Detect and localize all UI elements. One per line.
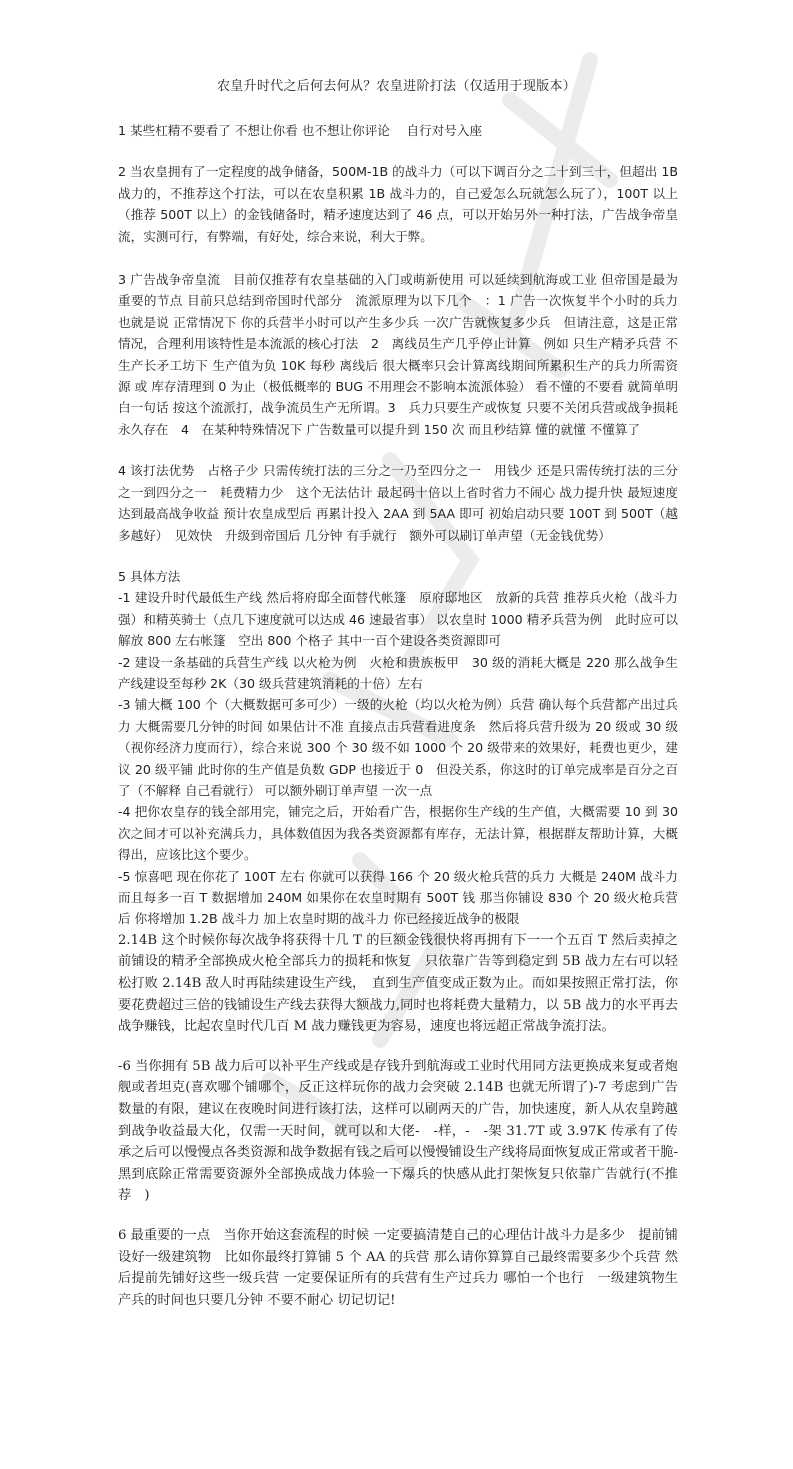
document-title: 农皇升时代之后何去何从？农皇进阶打法（仅适用于现版本） bbox=[216, 79, 577, 94]
step-5-continued: 2.14B 这个时候你每次战争将获得十几 T 的巨额金钱很快将再拥有下一一个五百 T 然后卖掉之前铺设的精矛全部换成火枪全部兵力的损耗和恢复 只依靠广告等到稳定到 5B 战力左右可以轻松打败 2.14B 敌人时再陆续建设生产线， 直到生产值变成正数为止。而如果按照正常打法，你要花费超过三倍的钱铺设生产线去获得大额战力,同时也将耗费大量精力，以 5B 战力的水平再去战争赚钱，比起农皇时代几百 M 战力赚钱更为容易，速度也将远超正常战争流打法。 bbox=[118, 932, 678, 1035]
step-4: -4 把你农皇存的钱全部用完，铺完之后，开始看广告，根据你生产线的生产值，大概需要 10 到 30 次之间才可以补充满兵力，具体数值因为我各类资源都有库存，无法计算，根据群友帮助计算，大概得出，应该比这个要少。 bbox=[118, 804, 678, 863]
step-2: -2 建设一条基础的兵营生产线 以火枪为例 火枪和贵族板甲 30 级的消耗大概是 220 那么战争生产线建设至每秒 2K（30 级兵营建筑消耗的十倍）左右 bbox=[118, 654, 678, 691]
section-4: 4 该打法优势 占格子少 只需传统打法的三分之一乃至四分之一 用钱少 还是只需传统打法的三分之一到四分之一 耗费精力少 这个无法估计 最起码十倍以上省时省力不闹心 战力提升快 最短速度达到最高战争收益 预计农皇成型后 再累计投入 2AA 到 5AA 即可 初始启动只要 100T 到 500T（越多越好） 见效快 升级到帝国后 几分钟 有手就行 额外可以刷订单声望（无金钱优势） bbox=[118, 463, 678, 543]
section-5-heading: 5 具体方法 bbox=[118, 568, 181, 584]
section-2: 2 当农皇拥有了一定程度的战争储备，500M-1B 的战斗力（可以下调百分之二十到三十，但超出 1B 战力的，不推荐这个打法，可以在农皇积累 1B 战斗力的，自己爱怎么玩就怎么玩了），100T 以上（推荐 500T 以上）的金钱储备时，精矛速度达到了 46 点，可以开始另外一种打法，广告战争帝皇流，实测可行，有弊端，有好处，综合来说，利大于弊。 bbox=[118, 164, 678, 244]
section-6: 6 最重要的一点 当你开始这套流程的时候 一定要搞清楚自己的心理估计战斗力是多少 提前铺设好一级建筑物 比如你最终打算铺 5 个 AA 的兵营 那么请你算算自己最终需要多少个兵营 然后提前先铺好这些一级兵营 一定要保证所有的兵营有生产过兵力 哪怕一个也行 一级建筑物生产兵的时间也只要几分钟 不要不耐心 切记切记! bbox=[118, 1227, 678, 1308]
section-1: 1 某些杠精不要看了 不想让你看 也不想让你评论 自行对号入座 bbox=[118, 123, 483, 138]
step-3: -3 铺大概 100 个（大概数据可多可少）一级的火枪（均以火枪为例）兵营 确认每个兵营都产出过兵力 大概需要几分钟的时间 如果估计不准 直接点击兵营看进度条 然后将兵营升级为 20 级或 30 级（视你经济力度而行），综合来说 300 个 30 级不如 1000 个 20 级带来的效果好，耗费也更少，建议 20 级平铺 此时你的生产值是负数 GDP 也接近于 0 但没关系，你这时的订单完成率是百分之百了（不解释 自己看就行） 可以额外刷订单声望 一次一点 bbox=[118, 697, 678, 798]
step-5: -5 惊喜吧 现在你花了 100T 左右 你就可以获得 166 个 20 级火枪兵营的兵力 大概是 240M 战斗力 而且每多一百 T 数据增加 240M 如果你在农皇时期有 500T 钱 那当你铺设 830 个 20 级火枪兵营后 你将增加 1.2B 战斗力 加上农皇时期的战斗力 你已经接近战争的极限 bbox=[118, 868, 678, 927]
document-body bbox=[118, 120, 691, 1311]
step-6-7: -6 当你拥有 5B 战力后可以补平生产线或是存钱升到航海或工业时代用同方法更换成来复或者炮舰或者坦克(喜欢哪个铺哪个，反正这样玩你的战力会突破 2.14B 也就无所谓了)-7 考虑到广告数量的有限，建议在夜晚时间进行该打法，这样可以刷两天的广告，加快速度，新人从农皇跨越到战争收益最大化，仅需一天时间，就可以和大佬- -样，- -架 31.7T 或 3.97K 传承有了传承之后可以慢慢点各类资源和战争数据有钱之后可以慢慢铺设生产线将局面恢复成正常或者干脆-黑到底除正常需要资源外全部换成战力体验一下爆兵的快感从此打架恢复只依靠广告就行(不推荐 ) bbox=[118, 1058, 678, 1204]
section-3: 3 广告战争帝皇流 目前仅推荐有农皇基础的入门或萌新使用 可以延续到航海或工业 但帝国是最为重要的节点 目前只总结到帝国时代部分 流派原理为以下几个 ：1 广告一次恢复半个小时的兵力 也就是说 正常情况下 你的兵营半小时可以产生多少兵 一次广告就恢复多少兵 但请注意，这是正常情况，合理利用该特性是本流派的核心打法 2 离线员生产几乎停止计算 例如 只生产精矛兵营 不生产长矛工坊下 生产值为负 10K 每秒 离线后 很大概率只会计算离线期间所累积生产的兵力所需资源 或 库存清理到 0 为止（极低概率的 BUG 不用理会不影响本流派体验） 看不懂的不要看 就简单明白一句话 按这个流派打，战争流员生产无所谓。3 兵力只要生产或恢复 只要不关闭兵营或战争损耗 永久存在 4 在某种特殊情况下 广告数量可以提升到 150 次 而且秒结算 懂的就懂 不懂算了 bbox=[118, 272, 691, 437]
step-1: -1 建设升时代最低生产线 然后将府邸全面替代帐篷 原府邸地区 放新的兵营 推荐兵火枪（战斗力强）和精英骑士（点几下速度就可以达成 46 速最省事） 以农皇时 1000 精矛兵营为例 此时应可以解放 800 左右帐篷 空出 800 个格子 其中一百个建设各类资源即可 bbox=[118, 590, 678, 649]
